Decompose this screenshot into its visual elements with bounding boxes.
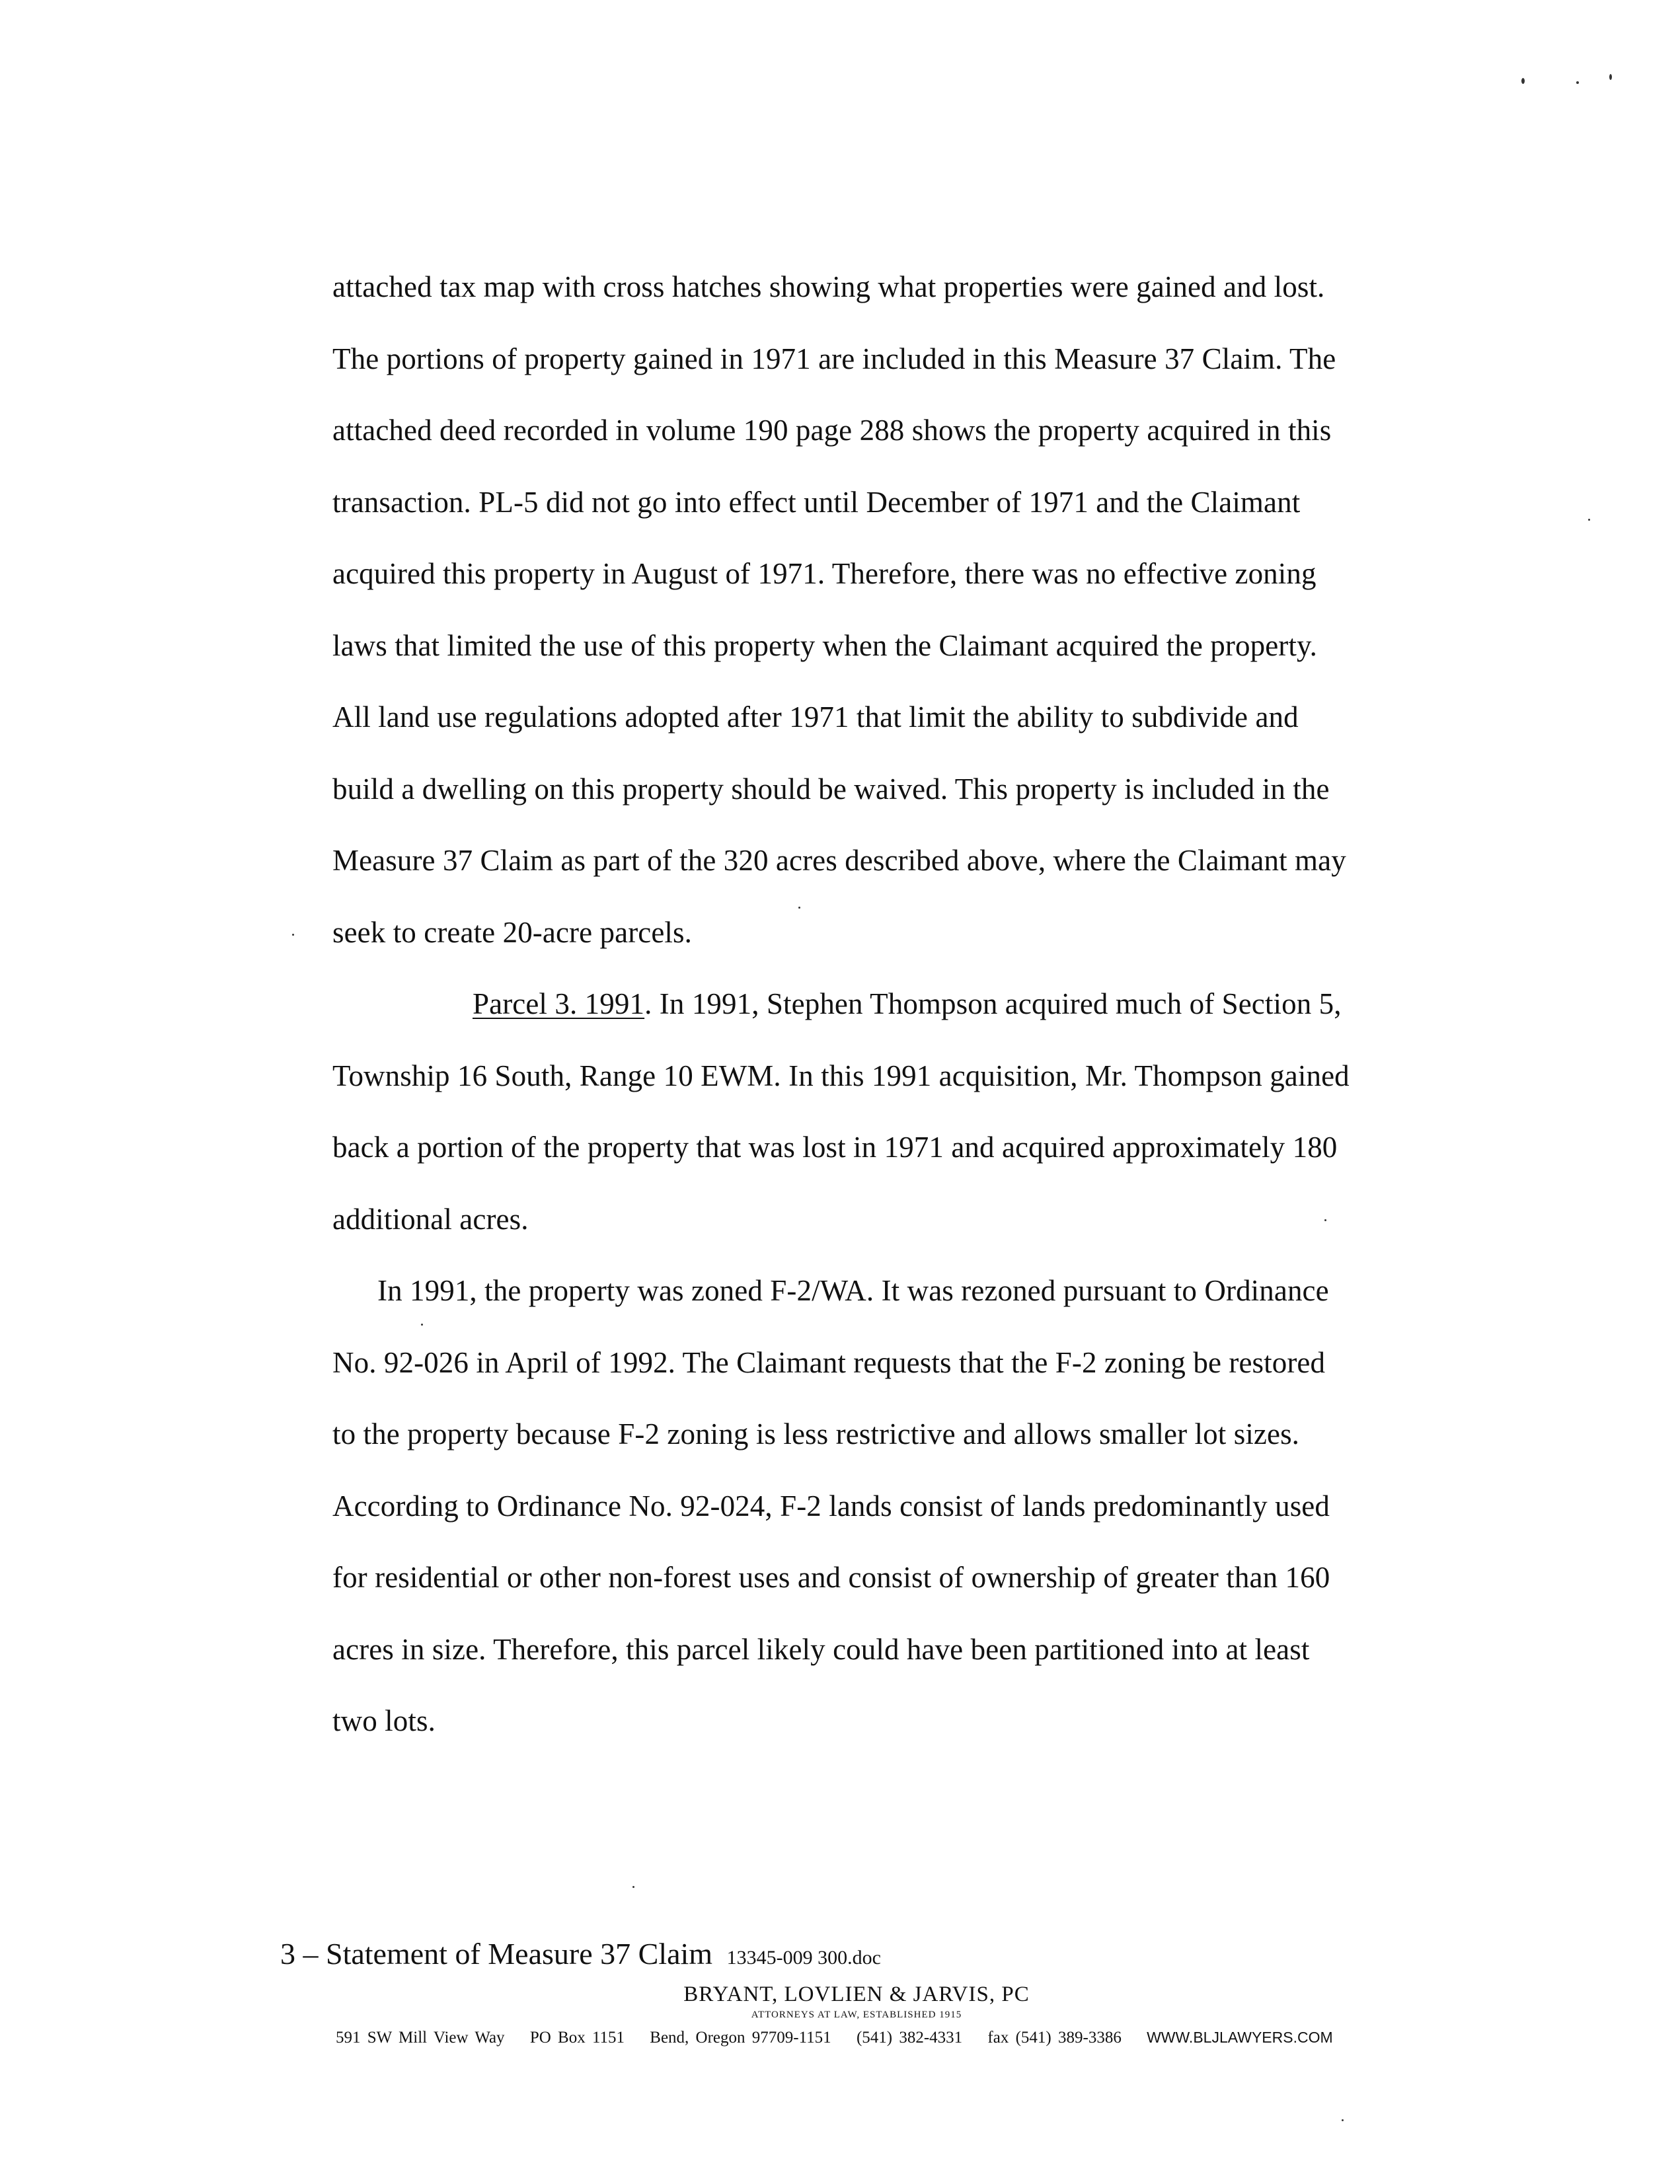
body-text: [332, 251, 1416, 1757]
scan-speck: [421, 1324, 423, 1326]
firm-tagline: ATTORNEYS AT LAW, ESTABLISHED 1915: [751, 2010, 962, 2020]
body-line: attached deed recorded in volume 190 page 288 shows the property acquired in this: [332, 414, 1332, 447]
scan-speck: [1576, 81, 1579, 84]
city-state-zip: Bend, Oregon 97709-1151: [650, 2029, 831, 2047]
body-line: laws that limited the use of this property when the Claimant acquired the property.: [332, 628, 1317, 662]
body-line: transaction. PL-5 did not go into effect until December of 1971 and the Claimant: [332, 485, 1301, 519]
scan-speck: [1324, 1219, 1326, 1221]
body-line: acquired this property in August of 1971. Therefore, there was no effective zoning: [332, 557, 1317, 590]
parcel-heading-line: [332, 968, 1416, 1040]
firm-website: WWW.BLJLAWYERS.COM: [1147, 2029, 1333, 2046]
zoning-first-line: In 1991, the property was zoned F-2/WA. It was rezoned pursuant to Ordinance: [377, 1274, 1329, 1307]
footer-doc-ref: 13345-009 300.doc: [726, 1947, 881, 1969]
phone-number: (541) 382-4331: [856, 2029, 963, 2047]
body-line: back a portion of the property that was lost in 1971 and acquired approximately 180: [332, 1131, 1338, 1164]
parcel-heading: Parcel 3. 1991: [473, 987, 645, 1020]
scan-speck: [798, 907, 800, 909]
body-line: two lots.: [332, 1704, 436, 1737]
body-line: build a dwelling on this property should be waived. This property is included in the: [332, 772, 1330, 806]
body-line: to the property because F-2 zoning is less restrictive and allows smaller lot sizes.: [332, 1417, 1300, 1450]
body-line: The portions of property gained in 1971 are included in this Measure 37 Claim. The: [332, 342, 1336, 375]
footer-title: [280, 1936, 881, 1971]
scan-speck: [632, 1886, 634, 1888]
po-box: PO Box 1151: [529, 2029, 625, 2047]
body-line: All land use regulations adopted after 1971 that limit the ability to subdivide and: [332, 700, 1299, 734]
body-line: Measure 37 Claim as part of the 320 acres described above, where the Claimant may: [332, 844, 1346, 877]
scan-speck: [1342, 2119, 1344, 2121]
body-line: No. 92-026 in April of 1992. The Claimant requests that the F-2 zoning be restored: [332, 1345, 1326, 1379]
fax-number: fax (541) 389-3386: [987, 2029, 1122, 2047]
scan-speck: [1588, 519, 1590, 521]
scan-speck: [292, 934, 294, 936]
footer-title-text: 3 – Statement of Measure 37 Claim: [280, 1937, 713, 1971]
body-line: acres in size. Therefore, this parcel likely could have been partitioned into at least: [332, 1632, 1310, 1666]
scan-speck: [1609, 74, 1612, 80]
scan-speck: [1521, 78, 1525, 84]
body-line: Township 16 South, Range 10 EWM. In this 1991 acquisition, Mr. Thompson gained: [332, 1059, 1350, 1092]
street-address: 591 SW Mill View Way: [336, 2029, 505, 2047]
body-line: seek to create 20-acre parcels.: [332, 915, 693, 949]
body-line: for residential or other non-forest uses and consist of ownership of greater than 160: [332, 1561, 1330, 1594]
parcel-heading-text: . In 1991, Stephen Thompson acquired much of Section 5,: [644, 987, 1342, 1020]
firm-name: BRYANT, LOVLIEN & JARVIS, PC: [683, 1982, 1030, 2006]
body-line: According to Ordinance No. 92-024, F-2 lands consist of lands predominantly used: [332, 1489, 1330, 1523]
firm-address: [336, 2029, 1333, 2047]
body-line: additional acres.: [332, 1202, 529, 1236]
body-line: attached tax map with cross hatches showing what properties were gained and lost.: [332, 270, 1325, 303]
